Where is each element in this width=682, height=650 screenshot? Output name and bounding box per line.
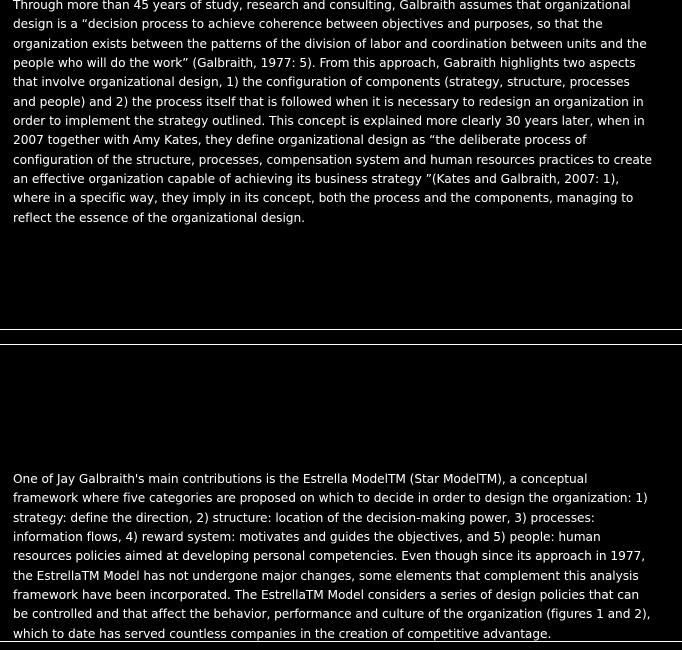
paragraph-star-model: One of Jay Galbraith's main contributions is the Estrella ModelTM (Star ModelTM), a conceptual framework where five categories are proposed on which to decide in order to design the organization: 1) strategy: define the direction, 2) structure: location of the decision-making power, 3) processes: information flows, 4) reward system: motivates and guides the objectives, and 5) people: human resources policies aimed at developing personal competencies. Even though since its approach in 1977, the EstrellaTM Model has not undergone major changes, some elements that complement this analysis framework have been incorporated. The EstrellaTM Model considers a series of design policies that can be controlled and that affect the behavior, performance and culture of the organization (figures 1 and 2), which to date has served countless companies in the creation of competitive advantage. [13,472,651,641]
page-divider [0,641,682,642]
paragraph-galbraith-organizational-design: Through more than 45 years of study, research and consulting, Galbraith assumes that organizational design is a “decision process to achieve coherence between objectives and purposes, so that the organization exists between the patterns of the division of labor and coordination between units and the people who will do the work” (Galbraith, 1977: 5). From this approach, Gabraith highlights two aspects that involve organizational design, 1) the configuration of components (strategy, structure, processes and people) and 2) the process itself that is followed when it is necessary to redesign an organization in order to implement the strategy outlined. This concept is explained more clearly 30 years later, when in 2007 together with Amy Kates, they define organizational design as “the deliberate process of configuration of the structure, processes, compensation system and human resources practices to create an effective organization capable of achieving its business strategy ”(Kates and Galbraith, 2007: 1), where in a specific way, they imply in its concept, both the process and the components, managing to reflect the essence of the organizational design. [13,0,652,225]
page-divider [0,329,682,330]
